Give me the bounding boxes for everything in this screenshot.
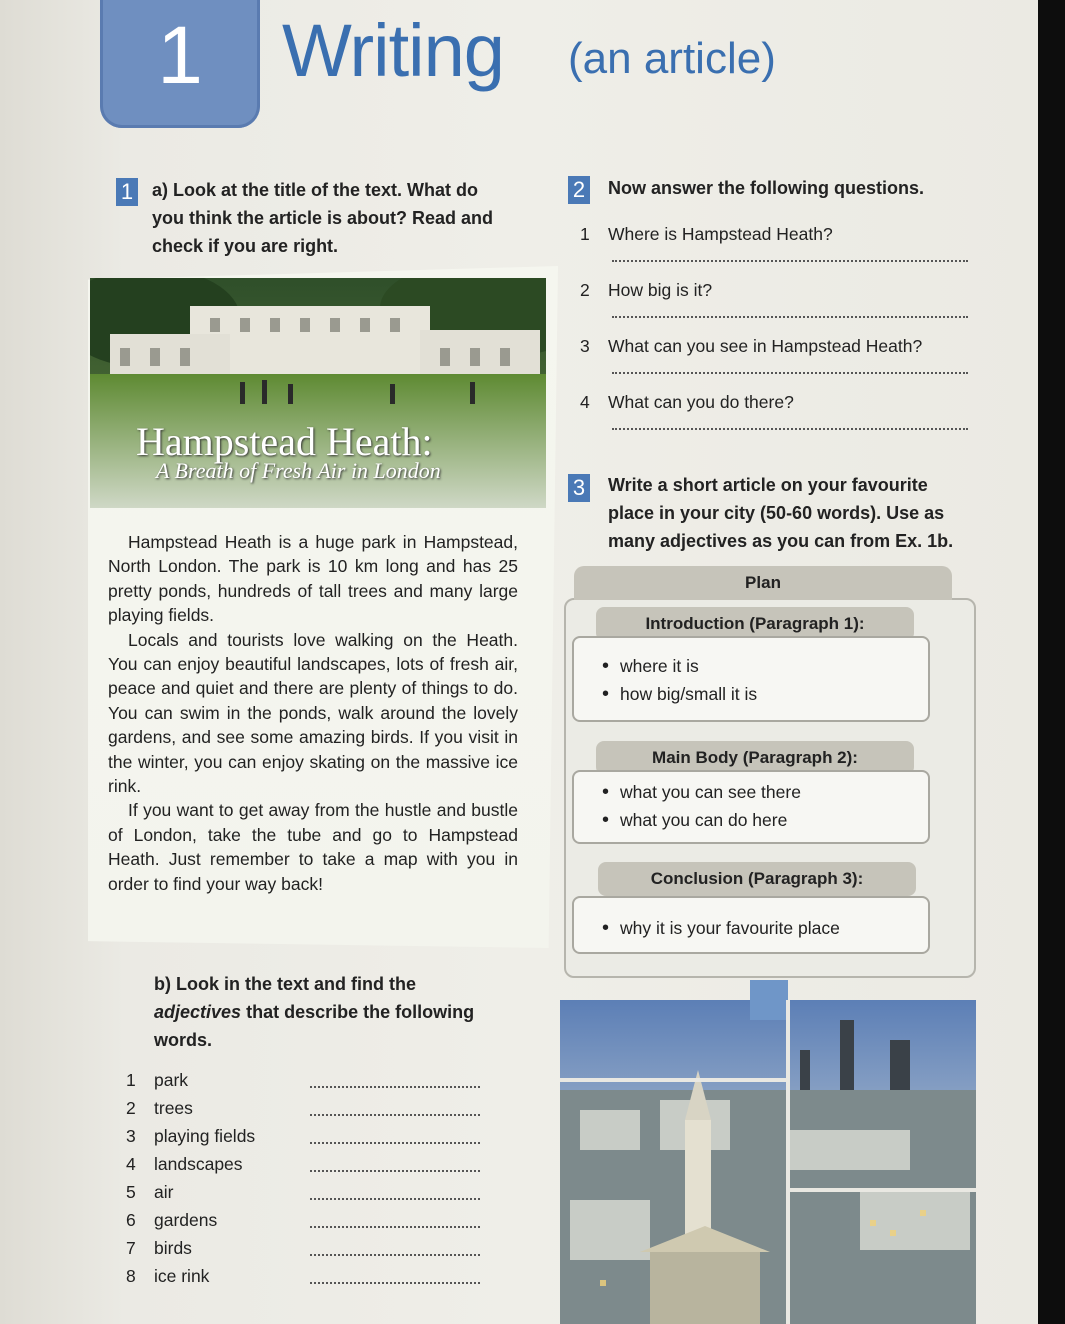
answer-line[interactable]	[612, 372, 968, 374]
answer-line[interactable]	[310, 1198, 480, 1200]
item-number: 1	[126, 1070, 136, 1090]
list-item	[126, 1150, 486, 1178]
item-number: 5	[126, 1182, 136, 1202]
list-item	[126, 1234, 486, 1262]
article-paragraph: Hampstead Heath is a huge park in Hampstead, North London. The park is 10 km long and has 25 pretty ponds, hundreds of tall trees and many large playing fields.	[108, 532, 518, 626]
instruction-b-part2: that describe the following words.	[154, 1002, 475, 1050]
question-number: 1	[580, 224, 590, 244]
plan-section-box	[572, 636, 930, 722]
question-text: What can you see in Hampstead Heath?	[608, 336, 923, 356]
question-item	[580, 332, 970, 388]
adjective-word-list	[126, 1066, 486, 1290]
answer-line[interactable]	[310, 1086, 480, 1088]
item-word: park	[154, 1070, 189, 1090]
item-word: air	[154, 1182, 174, 1202]
question-number: 3	[580, 336, 590, 356]
exercise-1a-instruction: a) Look at the title of the text. What do you think the article is about? Read and check if you are right.	[152, 180, 494, 256]
plan-title: Plan	[574, 566, 952, 600]
answer-line[interactable]	[310, 1142, 480, 1144]
answer-line[interactable]	[310, 1282, 480, 1284]
question-list	[580, 220, 970, 444]
item-word: landscapes	[154, 1154, 243, 1174]
question-item	[580, 276, 970, 332]
answer-line[interactable]	[310, 1226, 480, 1228]
exercise-3-badge: 3	[568, 474, 590, 502]
article-paragraph: If you want to get away from the hustle and bustle of London, take the tube and go to Hampstead Heath. Just remember to take a map with you in order to find your way back!	[108, 800, 518, 894]
answer-line[interactable]	[310, 1254, 480, 1256]
answer-line[interactable]	[612, 260, 968, 262]
plan-bullet: • why it is your favourite place	[620, 918, 840, 939]
plan-bullet: • where it is	[620, 656, 699, 677]
list-item	[126, 1066, 486, 1094]
answer-line[interactable]	[310, 1114, 480, 1116]
exercise-1-badge: 1	[116, 178, 138, 206]
list-item	[126, 1178, 486, 1206]
plan-bullet: • how big/small it is	[620, 684, 757, 705]
exercise-2-badge: 2	[568, 176, 590, 204]
answer-line[interactable]	[310, 1170, 480, 1172]
article-text	[108, 530, 518, 896]
item-word: gardens	[154, 1210, 218, 1230]
list-item	[126, 1206, 486, 1234]
list-item	[126, 1262, 486, 1290]
unit-subtitle: (an article)	[568, 34, 776, 83]
question-text: What can you do there?	[608, 392, 794, 412]
question-number: 2	[580, 280, 590, 300]
plan-bullet: • what you can see there	[620, 782, 801, 803]
answer-line[interactable]	[612, 428, 968, 430]
article-title: Hampstead Heath:	[136, 419, 433, 464]
list-item	[126, 1094, 486, 1122]
item-word: birds	[154, 1238, 192, 1258]
exercise-2-instruction: Now answer the following questions.	[608, 178, 925, 198]
answer-line[interactable]	[612, 316, 968, 318]
unit-number: 1	[157, 10, 203, 101]
question-number: 4	[580, 392, 590, 412]
question-item	[580, 388, 970, 444]
item-number: 6	[126, 1210, 136, 1230]
article-paragraph: Locals and tourists love walking on the Heath. You can enjoy beautiful landscapes, lots of fresh air, peace and quiet and there are plenty of things to do. You can swim in the ponds, walk around the lovely gardens, and see some amazing birds. If you visit in the winter, you can enjoy skating on the massive ice rink.	[108, 629, 518, 797]
book-spine	[1038, 0, 1065, 1324]
item-word: ice rink	[154, 1266, 210, 1286]
plan-section-heading: Main Body (Paragraph 2):	[596, 741, 914, 775]
plan-section-heading: Conclusion (Paragraph 3):	[598, 862, 916, 896]
plan-section-heading: Introduction (Paragraph 1):	[596, 607, 914, 641]
instruction-b-part1: b) Look in the text and find the	[154, 974, 416, 994]
question-text: How big is it?	[608, 280, 713, 300]
exercise-1b-instruction	[154, 970, 494, 1054]
plan-bullet: • what you can do here	[620, 810, 787, 831]
exercise-3-instruction: Write a short article on your favourite place in your city (50-60 words). Use as many adjectives as you can from Ex. 1b.	[608, 475, 954, 551]
list-item	[126, 1122, 486, 1150]
question-text: Where is Hampstead Heath?	[608, 224, 833, 244]
question-item	[580, 220, 970, 276]
item-word: playing fields	[154, 1126, 256, 1146]
item-number: 2	[126, 1098, 136, 1118]
item-number: 3	[126, 1126, 136, 1146]
item-number: 4	[126, 1154, 136, 1174]
item-number: 7	[126, 1238, 136, 1258]
london-city-photo	[560, 980, 976, 1324]
unit-title: Writing	[282, 9, 504, 92]
item-number: 8	[126, 1266, 136, 1286]
item-word: trees	[154, 1098, 193, 1118]
instruction-b-emphasis: adjectives	[154, 1002, 242, 1022]
article-subtitle: A Breath of Fresh Air in London	[156, 458, 441, 483]
